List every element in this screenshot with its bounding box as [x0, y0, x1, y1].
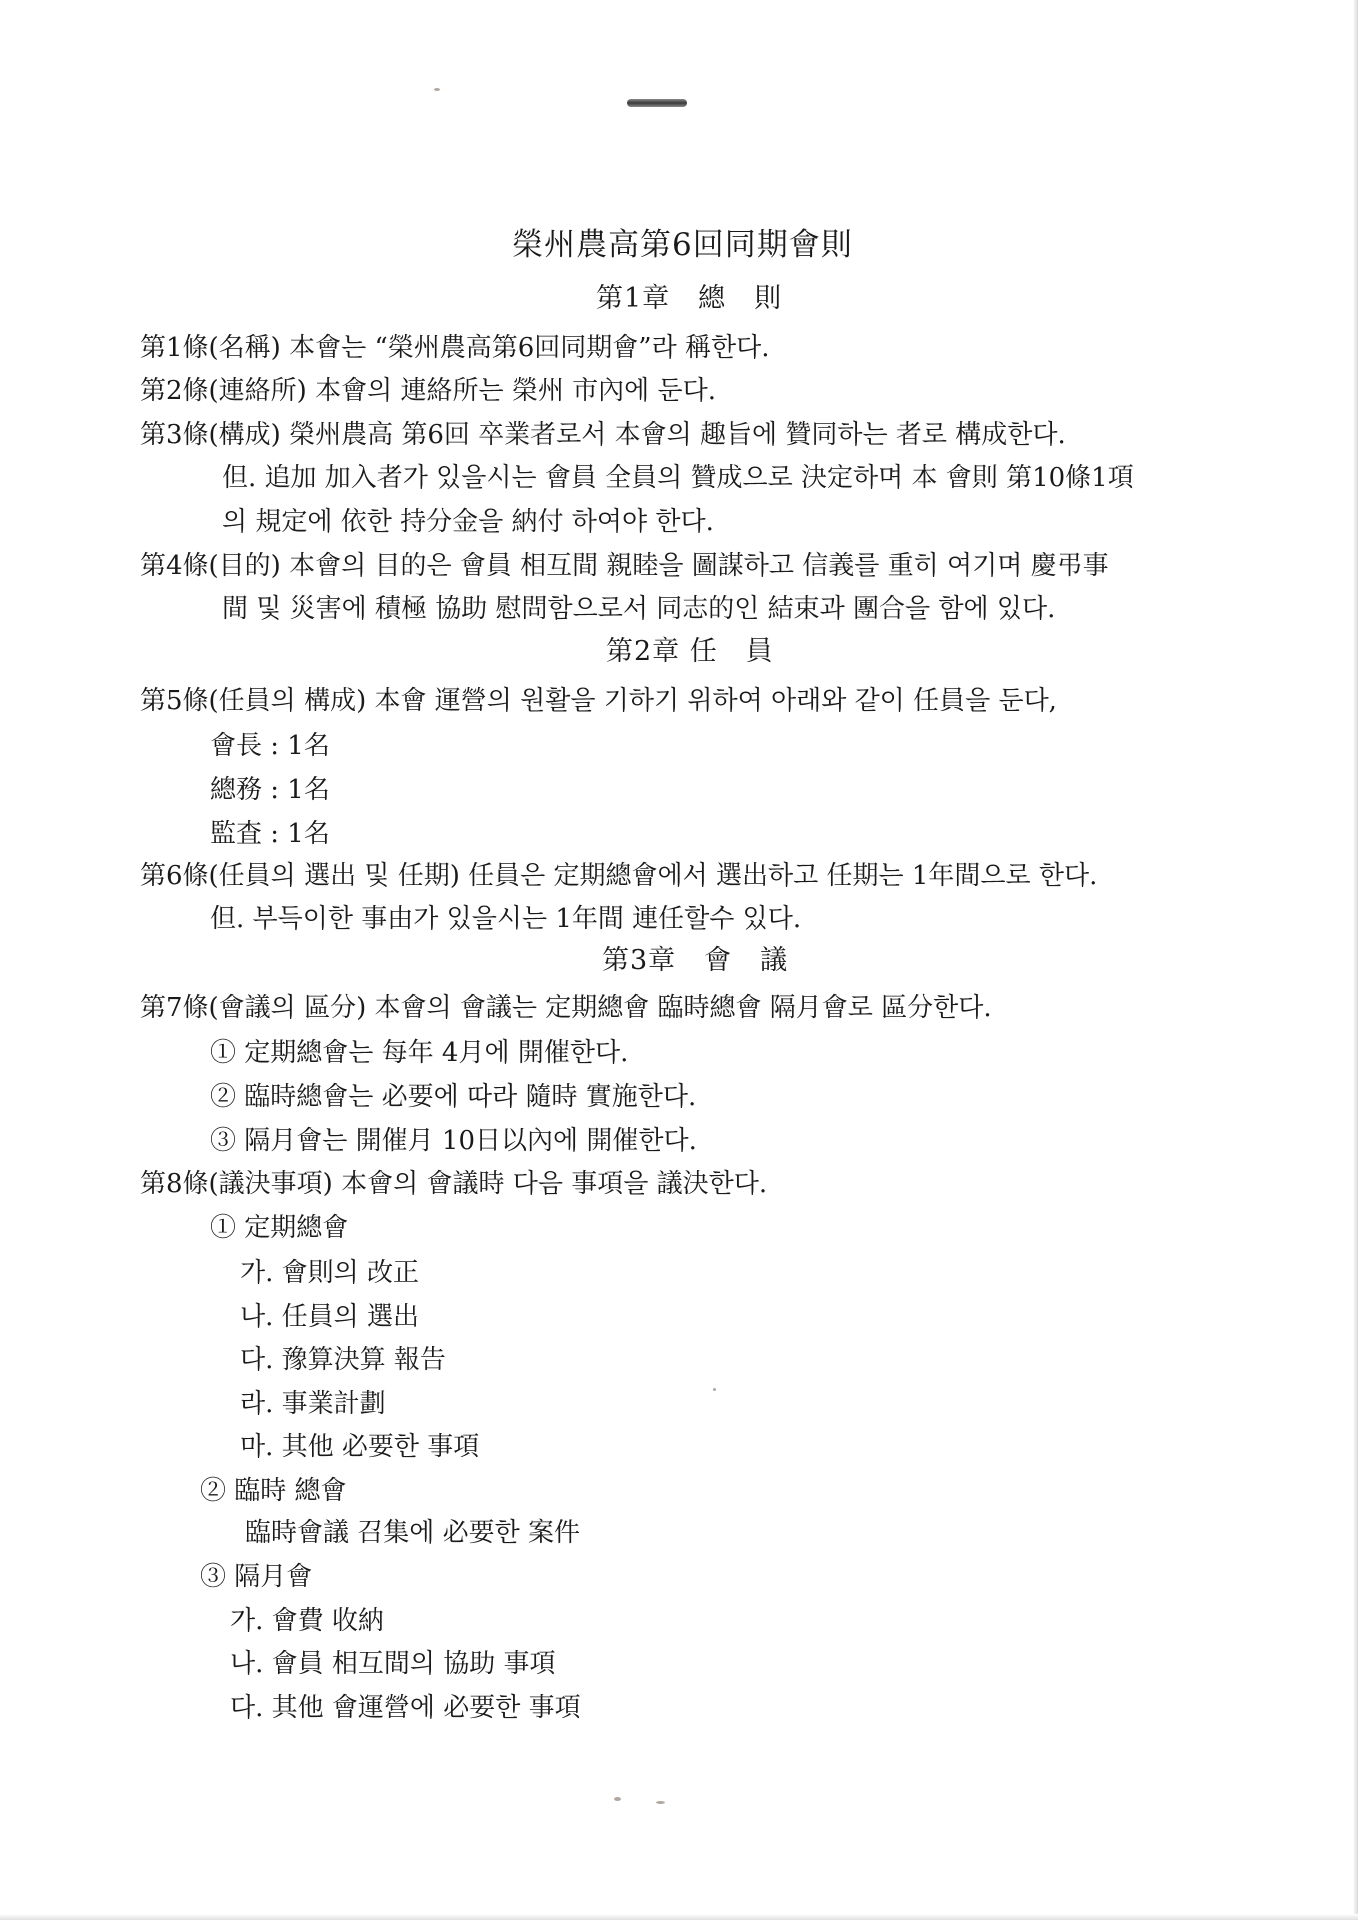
officer-president: 會長 : 1名	[210, 731, 330, 761]
article-3-proviso: 但. 追加 加入者가 있을시는 會員 全員의 贊成으로 決定하며 本 會則 第10條1項	[222, 463, 1134, 493]
article-5: 第5條(任員의 構成) 本會 運營의 원활을 기하기 위하여 아래와 같이 任員을 둔다,	[140, 686, 1057, 716]
article-7-item-3: ③ 隔月會는 開催月 10日以內에 開催한다.	[210, 1126, 697, 1156]
article-7: 第7條(會議의 區分) 本會의 會議는 定期總會 臨時總會 隔月會로 區分한다.	[140, 993, 992, 1023]
page-edge-shadow	[1353, 0, 1358, 1920]
paper-speck	[713, 1388, 716, 1391]
chapter-1-heading: 第1章 總 則	[596, 283, 783, 314]
article-1: 第1條(名稱) 本會는 “榮州農高第6回同期會”라 稱한다.	[140, 333, 770, 363]
article-8-item-1-b: 나. 任員의 選出	[240, 1302, 420, 1332]
paper-speck	[656, 1801, 665, 1804]
article-7-item-2: ② 臨時總會는 必要에 따라 隨時 實施한다.	[210, 1082, 697, 1112]
article-7-item-1: ① 定期總會는 每年 4月에 開催한다.	[210, 1038, 629, 1068]
chapter-3-heading: 第3章 會 議	[602, 945, 789, 976]
article-8-item-1-d: 라. 事業計劃	[240, 1389, 386, 1419]
paper-speck	[434, 88, 440, 91]
article-8-item-2-detail: 臨時會議 召集에 必要한 案件	[245, 1518, 581, 1548]
officer-auditor: 監査 : 1名	[210, 819, 330, 849]
document-title: 榮州農高第6回同期會則	[512, 227, 853, 263]
article-8: 第8條(議決事項) 本會의 會議時 다음 事項을 議決한다.	[140, 1169, 768, 1199]
article-8-item-3-b: 나. 會員 相互間의 協助 事項	[230, 1649, 556, 1679]
article-4: 第4條(目的) 本會의 目的은 會員 相互間 親睦을 圖謀하고 信義를 重히 여기며 慶弔事	[140, 551, 1109, 581]
article-8-item-1-c: 다. 豫算決算 報告	[240, 1345, 446, 1375]
article-8-item-1: ① 定期總會	[210, 1213, 349, 1243]
article-8-item-3: ③ 隔月會	[200, 1562, 313, 1592]
article-3: 第3條(構成) 榮州農高 第6回 卒業者로서 本會의 趣旨에 贊同하는 者로 構成한다.	[140, 420, 1066, 450]
article-8-item-1-e: 마. 其他 必要한 事項	[240, 1432, 480, 1462]
officer-general-affairs: 總務 : 1名	[210, 775, 330, 805]
article-8-item-3-c: 다. 其他 會運營에 必要한 事項	[230, 1693, 581, 1723]
article-8-item-2: ② 臨時 總會	[200, 1476, 347, 1506]
article-8-item-3-a: 가. 會費 收納	[230, 1606, 384, 1636]
article-6: 第6條(任員의 選出 및 任期) 任員은 定期總會에서 選出하고 任期는 1年間으로 한다.	[140, 861, 1098, 891]
chapter-2-heading: 第2章 任 員	[606, 636, 774, 667]
article-2: 第2條(連絡所) 本會의 連絡所는 榮州 市內에 둔다.	[140, 376, 716, 406]
page-bottom-shadow	[0, 1914, 1358, 1920]
paper-speck	[614, 1797, 621, 1801]
article-3-proviso-continued: 의 規定에 依한 持分金을 納付 하여야 한다.	[222, 507, 714, 537]
article-6-proviso: 但. 부득이한 事由가 있을시는 1年間 連任할수 있다.	[210, 904, 802, 934]
staple-mark	[627, 99, 687, 107]
article-4-continued: 間 및 災害에 積極 協助 慰問함으로서 同志的인 結束과 團合을 함에 있다.	[222, 594, 1056, 624]
article-8-item-1-a: 가. 會則의 改正	[240, 1258, 420, 1288]
